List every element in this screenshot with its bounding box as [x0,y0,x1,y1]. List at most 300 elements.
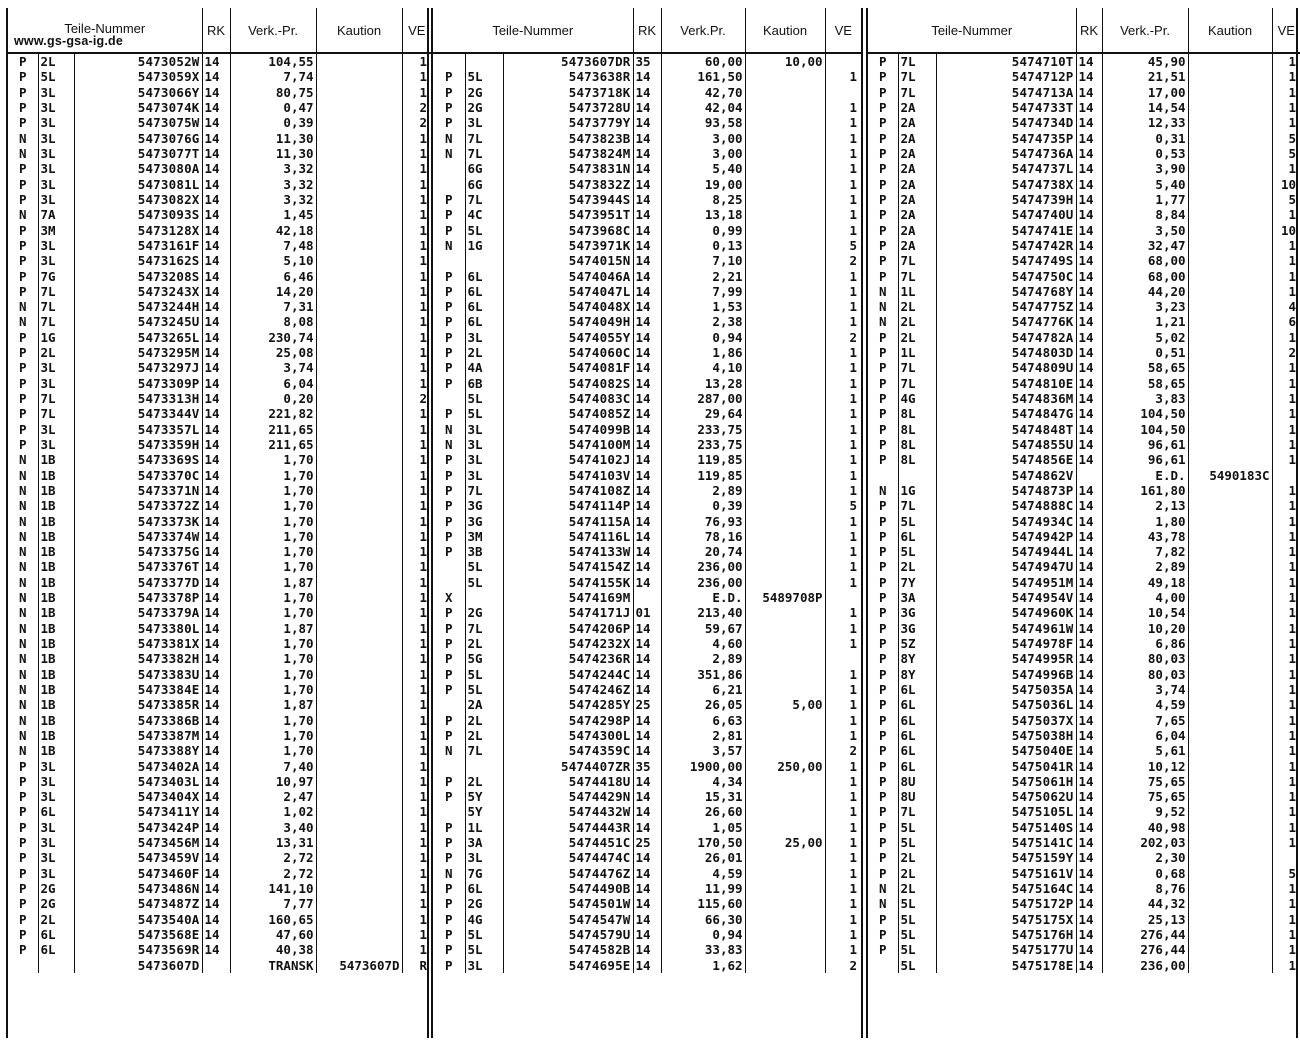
group-code: 1G [38,330,74,345]
deposit [745,513,825,528]
deposit [745,820,825,835]
rk-code: 14 [1076,268,1102,283]
rk-code: 14 [633,774,661,789]
table-row [433,253,861,268]
deposit [316,636,402,651]
table-row [8,483,431,498]
status-flag: N [8,498,38,513]
sale-price: 3,00 [661,131,745,146]
part-number: 5474888C [936,498,1076,513]
part-number: 5474944L [936,544,1076,559]
deposit [1188,146,1272,161]
sale-price: 6,86 [1102,636,1188,651]
sale-price: 7,99 [661,284,745,299]
rk-code: 14 [633,850,661,865]
rk-code: 14 [202,192,230,207]
part-number-header: Teile-Nummer [868,8,1076,53]
pack-unit: 1 [849,360,858,376]
sale-price: 7,48 [230,238,316,253]
table-row [433,651,861,666]
table-row [433,575,861,590]
deposit [316,513,402,528]
price-table-body-3 [868,53,1300,973]
pack-unit [1272,850,1300,865]
pack-unit: 1 [849,620,858,636]
deposit [316,758,402,773]
table-row [433,115,861,130]
pack-unit: 1 [849,850,858,866]
table-row [868,85,1300,100]
part-number: 5473385R [74,697,202,712]
sale-price: 0,53 [1102,146,1188,161]
rk-code: 14 [202,529,230,544]
group-code: 5L [465,391,503,406]
deposit-header: Kaution [316,8,402,53]
status-flag [433,804,465,819]
deposit [745,238,825,253]
deposit [1188,85,1272,100]
rk-code: 14 [1076,590,1102,605]
table-row [433,513,861,528]
table-row [433,268,861,283]
status-flag: P [8,161,38,176]
part-number: 5474579U [503,927,633,942]
part-number: 5473370C [74,467,202,482]
rk-code: 14 [1076,452,1102,467]
status-flag: P [8,896,38,911]
table-row [868,743,1300,758]
deposit [316,253,402,268]
rk-code: 14 [1076,161,1102,176]
group-code: 5L [465,667,503,682]
deposit: 5490183C [1188,467,1272,482]
pack-unit: 6 [1288,314,1297,330]
rk-code: 25 [633,835,661,850]
part-number: 5474809U [936,360,1076,375]
sale-price: 0,94 [661,330,745,345]
table-row [868,605,1300,620]
status-flag [433,53,465,69]
part-number: 5473295M [74,345,202,360]
status-flag [433,758,465,773]
status-flag: P [868,529,898,544]
part-number: 5474300L [503,728,633,743]
pack-unit: 1 [1288,498,1297,514]
rk-code: 14 [1076,222,1102,237]
sale-price: 5,61 [1102,743,1188,758]
deposit [745,896,825,911]
status-flag: N [8,743,38,758]
group-code: 5L [465,682,503,697]
part-number: 5474733T [936,100,1076,115]
table-header-row [868,8,1300,53]
table-row [8,222,431,237]
status-flag: N [8,636,38,651]
deposit [1188,69,1272,84]
sale-price: 58,65 [1102,376,1188,391]
group-code: 3L [38,774,74,789]
rk-code: 14 [1076,774,1102,789]
rk-code: 14 [633,942,661,957]
group-code: 1B [38,559,74,574]
table-row [433,360,861,375]
rk-code: 14 [633,100,661,115]
rk-code: 14 [202,115,230,130]
part-number: 5474856E [936,452,1076,467]
pack-unit: 1 [1288,804,1297,820]
group-code: 4C [465,207,503,222]
sale-price: 26,60 [661,804,745,819]
pack-unit: 1 [419,773,428,789]
status-flag: N [8,146,38,161]
sale-price: 26,05 [661,697,745,712]
part-number: 5473371N [74,483,202,498]
rk-code: 14 [202,345,230,360]
part-number: 5474432W [503,804,633,819]
pack-unit: 10 [1280,222,1297,238]
table-row [868,177,1300,192]
pack-unit: 1 [1288,789,1297,805]
part-number: 5474418U [503,774,633,789]
rk-code: 14 [202,835,230,850]
pack-unit: 1 [1288,926,1297,942]
deposit: 250,00 [745,758,825,773]
part-number: 5474710T [936,53,1076,69]
pack-unit: 1 [849,528,858,544]
part-number: 5473968C [503,222,633,237]
rk-code: 14 [202,452,230,467]
group-code: 3L [38,131,74,146]
rk-code: 14 [202,712,230,727]
table-row [868,238,1300,253]
sale-price: 7,77 [230,896,316,911]
group-code: 1B [38,452,74,467]
table-row [8,651,431,666]
table-row [433,69,861,84]
rk-code: 14 [1076,697,1102,712]
part-number: 5475061H [936,774,1076,789]
status-flag: P [868,376,898,391]
sale-price: 0,20 [230,391,316,406]
pack-unit: 1 [1288,896,1297,912]
pack-unit: 1 [419,544,428,560]
status-flag: N [8,207,38,222]
sale-price: 276,44 [1102,942,1188,957]
part-number: 5475164C [936,881,1076,896]
deposit [316,605,402,620]
rk-code: 14 [202,651,230,666]
pack-unit: 1 [849,191,858,207]
table-row [433,284,861,299]
part-number: 5473373K [74,513,202,528]
deposit [1188,835,1272,850]
rk-code: 14 [1076,835,1102,850]
pack-unit: 1 [419,176,428,192]
deposit [316,376,402,391]
sale-price: 2,72 [230,866,316,881]
status-flag: P [433,881,465,896]
status-flag: P [433,452,465,467]
status-flag: N [8,575,38,590]
deposit [316,161,402,176]
status-flag: P [433,728,465,743]
status-flag: N [8,712,38,727]
part-number: 5473411Y [74,804,202,819]
sale-price: 8,08 [230,314,316,329]
deposit [316,529,402,544]
pack-unit: 1 [849,115,858,131]
pack-unit: 1 [849,100,858,116]
rk-code: 14 [633,115,661,130]
group-code: 7G [38,268,74,283]
table-row [8,544,431,559]
rk-code: 14 [633,85,661,100]
group-code: 5L [465,406,503,421]
sale-price: 2,21 [661,268,745,283]
deposit [316,131,402,146]
status-flag: P [8,376,38,391]
table-row [868,621,1300,636]
status-flag: P [8,835,38,850]
group-code: 2L [898,881,936,896]
table-row [433,590,861,605]
deposit [1188,682,1272,697]
sale-price: 104,50 [1102,422,1188,437]
pack-unit: 1 [849,283,858,299]
part-number: 5473372Z [74,498,202,513]
rk-code: 14 [1076,820,1102,835]
part-number: 5473376T [74,559,202,574]
sale-price: 7,31 [230,299,316,314]
part-number: 5474749S [936,253,1076,268]
deposit [1188,483,1272,498]
pack-unit: 1 [419,559,428,575]
table-row [868,804,1300,819]
table-row [8,866,431,881]
table-row [868,284,1300,299]
deposit [745,667,825,682]
rk-code: 14 [1076,422,1102,437]
sale-price: 80,03 [1102,667,1188,682]
sale-price: 221,82 [230,406,316,421]
deposit [316,774,402,789]
status-flag: P [433,605,465,620]
status-flag: P [868,605,898,620]
group-code: 7L [898,268,936,283]
deposit [1188,621,1272,636]
pack-unit: 5 [1288,146,1297,162]
pack-unit: 10 [1280,176,1297,192]
part-number-header-label: Teile-Nummer [64,21,146,36]
table-row [8,207,431,222]
status-flag: P [433,820,465,835]
part-number: 5473243X [74,284,202,299]
table-row [433,605,861,620]
table-row [433,927,861,942]
part-number: 5474359C [503,743,633,758]
deposit [316,927,402,942]
deposit [1188,667,1272,682]
part-number: 5473244H [74,299,202,314]
table-row [868,100,1300,115]
pack-unit: 1 [1288,773,1297,789]
part-number: 5473383U [74,667,202,682]
group-code: 7L [898,85,936,100]
deposit [316,53,402,69]
group-code: 3L [38,146,74,161]
status-flag: P [8,942,38,957]
sale-price: E.D. [1102,467,1188,482]
pack-unit: 2 [419,100,428,116]
rk-code: 14 [202,498,230,513]
status-flag [433,161,465,176]
table-row [868,758,1300,773]
part-number: 5473208S [74,268,202,283]
part-number: 5474285Y [503,697,633,712]
part-number-header: Teile-Nummer [433,8,633,53]
status-flag: N [8,605,38,620]
pack-unit: 1 [419,268,428,284]
pack-unit: 1 [1288,942,1297,958]
price-table-body-2 [433,53,861,973]
pack-unit: 1 [849,804,858,820]
group-code: 3L [465,115,503,130]
rk-code: 01 [633,605,661,620]
group-code: 1B [38,621,74,636]
table-row [433,942,861,957]
table-row [8,284,431,299]
deposit [1188,957,1272,972]
rk-code: 14 [202,483,230,498]
table-row [8,590,431,605]
part-number: 5474848T [936,422,1076,437]
deposit [745,360,825,375]
group-code: 1B [38,667,74,682]
part-number: 5473066Y [74,85,202,100]
deposit [1188,927,1272,942]
ve-header: VE [825,8,861,53]
sale-price: 11,30 [230,131,316,146]
status-flag: P [868,559,898,574]
table-row [868,268,1300,283]
status-flag: P [868,406,898,421]
pack-unit: 1 [419,253,428,269]
part-number: 5474083C [503,391,633,406]
sale-price: 1,05 [661,820,745,835]
group-code [465,590,503,605]
table-row [868,376,1300,391]
deposit [316,391,402,406]
status-flag: P [868,927,898,942]
deposit [316,483,402,498]
group-code: 7A [38,207,74,222]
status-flag: P [868,192,898,207]
price-list-column-3 [866,8,1298,1038]
group-code: 8U [898,789,936,804]
group-code: 1L [898,345,936,360]
group-code: 5L [898,912,936,927]
group-code: 3G [465,513,503,528]
rk-code: 14 [633,927,661,942]
status-flag: P [8,222,38,237]
rk-code: 14 [1076,146,1102,161]
status-flag [868,467,898,482]
sale-price: 0,13 [661,238,745,253]
status-flag: P [868,437,898,452]
table-row [868,682,1300,697]
pack-unit: 1 [849,926,858,942]
group-code [898,467,936,482]
deposit [1188,192,1272,207]
rk-code: 14 [1076,728,1102,743]
table-row [433,682,861,697]
group-code: 1B [38,483,74,498]
table-row [868,345,1300,360]
rk-code: 14 [633,284,661,299]
deposit-header: Kaution [745,8,825,53]
table-row [8,667,431,682]
table-row [433,422,861,437]
deposit [316,360,402,375]
group-code: 1B [38,467,74,482]
part-number: 5473971K [503,238,633,253]
part-number: 5473077T [74,146,202,161]
group-code: 4G [465,912,503,927]
deposit [316,69,402,84]
group-code: 3L [38,835,74,850]
status-flag: P [433,467,465,482]
sale-price: 1,70 [230,559,316,574]
group-code: 1B [38,544,74,559]
table-row [868,452,1300,467]
group-code: 3L [465,330,503,345]
rk-code: 14 [202,207,230,222]
status-flag: P [433,192,465,207]
pack-unit: 1 [849,896,858,912]
deposit [316,881,402,896]
status-flag: P [8,789,38,804]
status-flag: P [868,422,898,437]
deposit [1188,850,1272,865]
part-number: 5474735P [936,131,1076,146]
part-number: 5474855U [936,437,1076,452]
group-code: 2L [465,774,503,789]
rk-code: 14 [1076,605,1102,620]
deposit [745,743,825,758]
deposit [316,682,402,697]
group-code: 3G [465,498,503,513]
rk-code: 14 [1076,483,1102,498]
rk-code: 14 [1076,927,1102,942]
sale-price: 6,21 [661,682,745,697]
status-flag [8,957,38,972]
sale-price: 211,65 [230,422,316,437]
table-row [433,314,861,329]
part-number: 5474103V [503,467,633,482]
status-flag: P [8,391,38,406]
sale-price: 68,00 [1102,253,1188,268]
rk-code: 14 [202,69,230,84]
group-code: 8Y [898,667,936,682]
deposit [745,222,825,237]
part-number: 5473080A [74,161,202,176]
pack-unit: 1 [1288,207,1297,223]
status-flag: P [433,222,465,237]
table-row [868,299,1300,314]
table-row [8,957,431,972]
sale-price: 29,64 [661,406,745,421]
status-flag: P [433,85,465,100]
